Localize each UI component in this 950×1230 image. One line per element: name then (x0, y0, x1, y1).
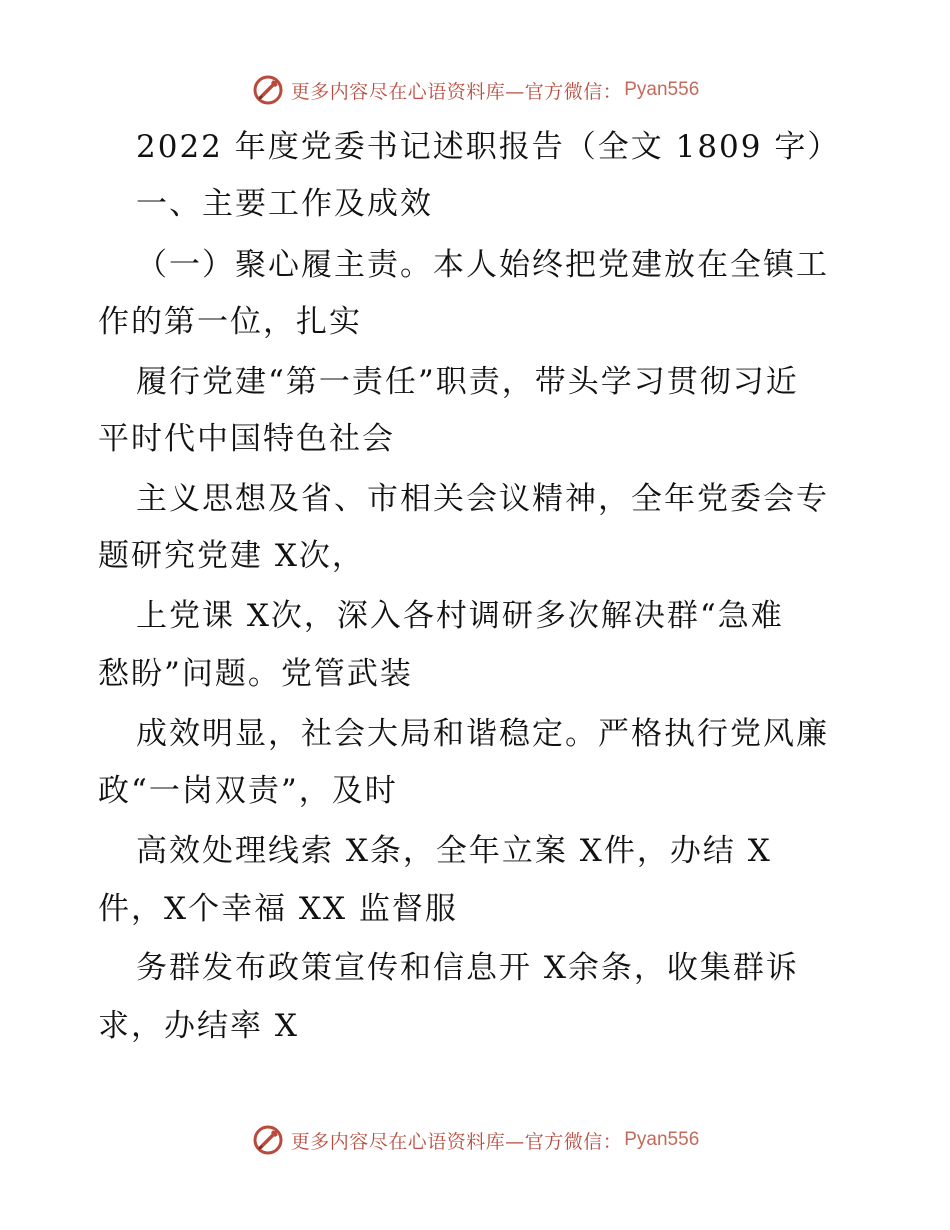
paragraph-line: 愁盼”问题。党管武装 (98, 656, 413, 692)
watermark-handle: Pyan556 (624, 1129, 700, 1150)
paragraph-line: 平时代中国特色社会 (98, 421, 395, 457)
document-title: 2022 年度党委书记述职报告（全文 1809 字） (136, 129, 841, 165)
paragraph-line: 上党课 X次，深入各村调研多次解决群“急难 (136, 598, 784, 634)
paragraph-line: 题研究党建 X次， (98, 538, 365, 574)
paragraph-line: 高效处理线索 X条，全年立案 X件，办结 X (136, 833, 772, 869)
paragraph-line: 件，X个幸福 XX 监督服 (98, 891, 458, 927)
pen-logo-icon (251, 1123, 285, 1157)
paragraph-line: 政“一岗双责”，及时 (98, 773, 398, 809)
paragraph-line: （一）聚心履主责。本人始终把党建放在全镇工 (136, 247, 829, 283)
section-heading: 一、主要工作及成效 (136, 186, 433, 222)
watermark-text: 更多内容尽在心语资料库—官方微信： (290, 80, 623, 103)
watermark-text: 更多内容尽在心语资料库—官方微信： (290, 1130, 623, 1153)
watermark-handle: Pyan556 (624, 79, 700, 100)
paragraph-line: 作的第一位，扎实 (98, 304, 362, 340)
watermark-footer (0, 1120, 950, 1160)
paragraph-line: 求，办结率 X (98, 1008, 299, 1044)
paragraph-line: 主义思想及省、市相关会议精神，全年党委会专 (136, 481, 829, 517)
paragraph-line: 履行党建“第一责任”职责，带头学习贯彻习近 (136, 364, 799, 400)
paragraph-line: 务群发布政策宣传和信息开 X余条，收集群诉 (136, 950, 799, 986)
watermark-header (0, 70, 950, 110)
paragraph-line: 成效明显，社会大局和谐稳定。严格执行党风廉 (136, 716, 829, 752)
pen-logo-icon (251, 73, 285, 107)
